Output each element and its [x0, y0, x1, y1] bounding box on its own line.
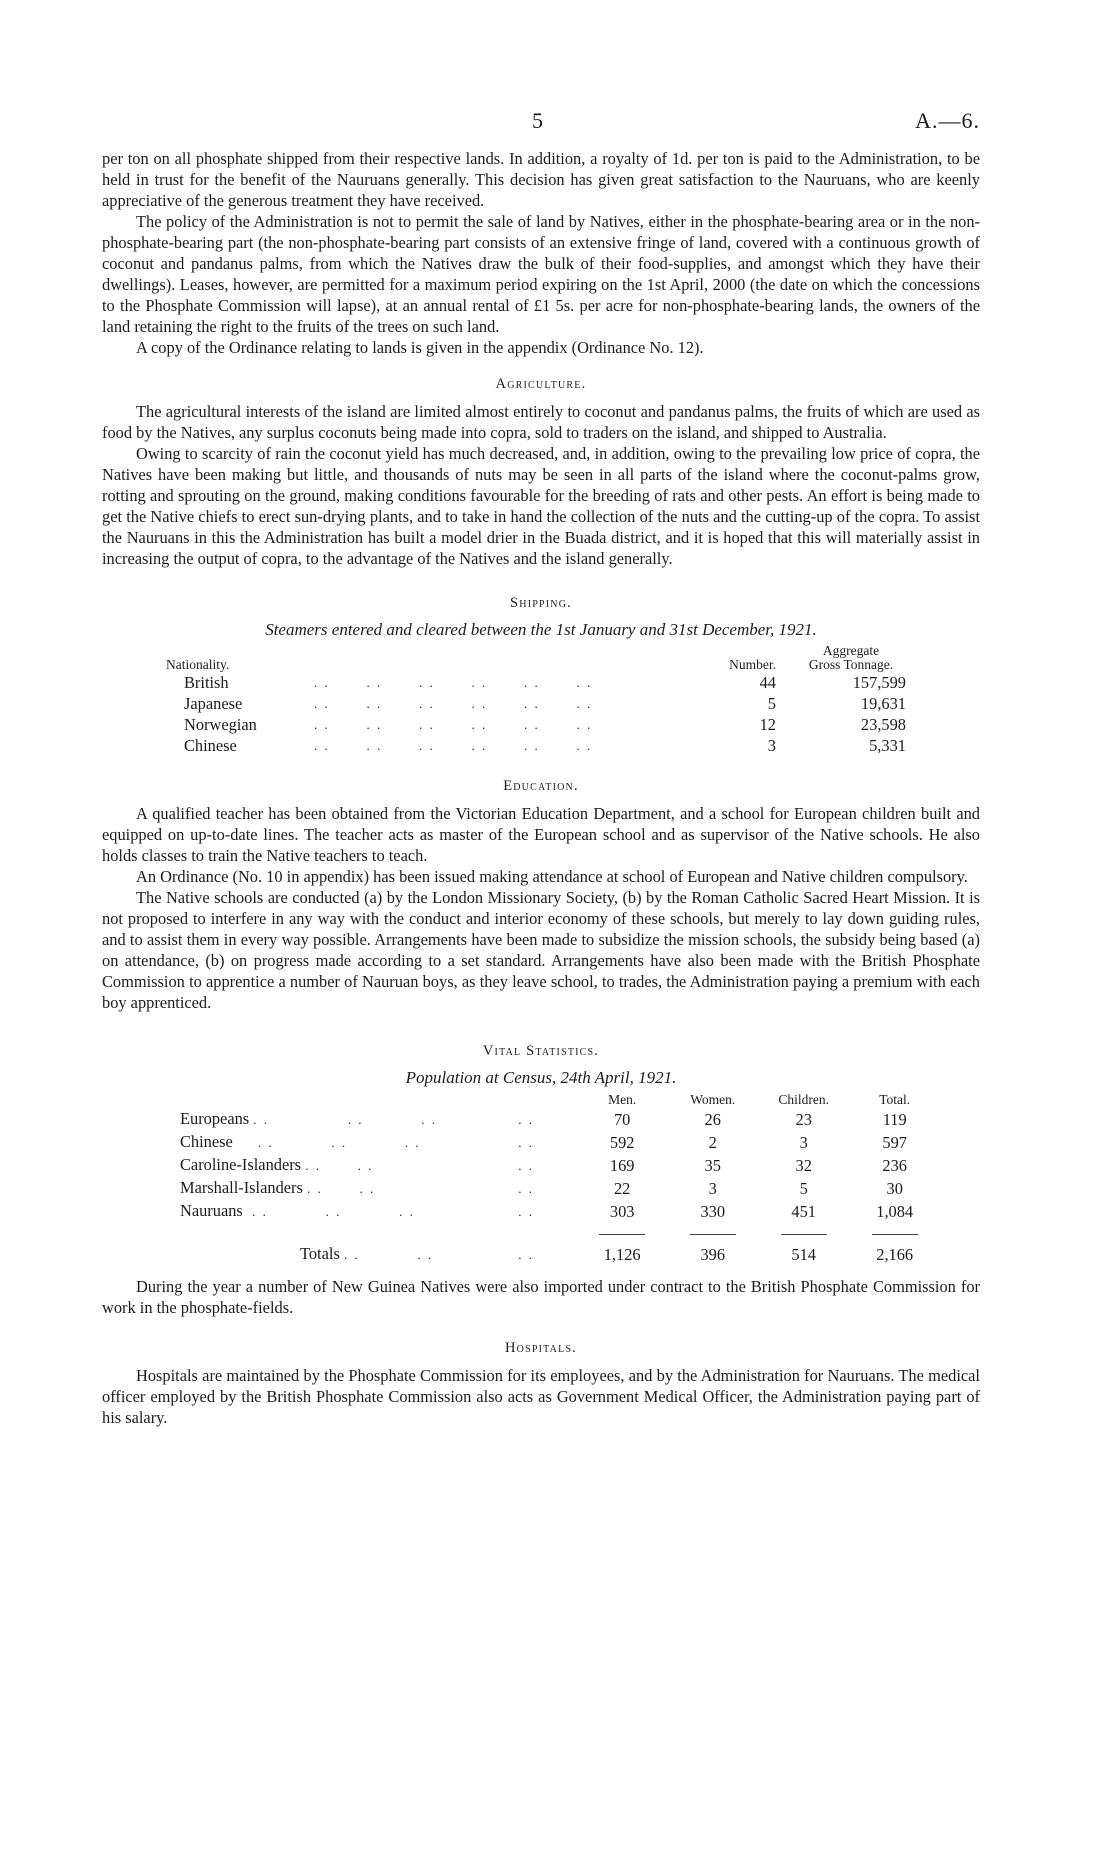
population-children: 32 — [795, 1155, 812, 1175]
leader-dots: . . — [518, 1157, 534, 1173]
intro-paragraph-1: per ton on all phosphate shipped from their respective lands. In addition, a royalty of 1d. per ton is paid to the Administration, to be held in trust for the benefit of the Nauruans generally. This decision has given great satisfaction to the Nauruans, who are keenly appreciative of the generous treatment they have received. — [102, 149, 980, 210]
population-label — [180, 1131, 518, 1154]
shipping-row — [166, 735, 926, 756]
col-tonnage-line-1: Aggregate — [822, 643, 880, 658]
population-women: 26 — [704, 1109, 721, 1129]
leader-dots: . . — [518, 1180, 534, 1196]
shipping-number: 12 — [759, 715, 776, 734]
col-total: Total. — [879, 1092, 911, 1107]
shipping-tonnage: 23,598 — [860, 715, 906, 734]
shipping-nationality: Japanese — [184, 694, 243, 713]
leader-dots: . . . . . . . . . . . . — [314, 696, 593, 711]
rule-line — [872, 1234, 918, 1235]
population-row — [180, 1154, 940, 1177]
intro-paragraph-2: The policy of the Administration is not to permit the sale of land by Natives, either in the phosphate-bearing area or in the non-phosphate-bearing part (the non-phosphate-bearing part consists of an extensive fringe of land, covered with a continuous growth of coconut and pandanus palms, from which the Natives draw the bulk of their food-supplies, and amongst which they have their dwellings). Leases, however, are permitted for a maximum period expiring on the 1st April, 2000 (the date on which the concessions to the Phosphate Commission will lapse), at an annual rental of £1 5s. per acre for non-phosphate-bearing lands, the owners of the land retaining the right to the fruits of the trees on such land. — [102, 212, 980, 336]
agriculture-paragraph-1: The agricultural interests of the island are limited almost entirely to coconut and pandanus palms, the fruits of which are used as food by the Natives, any surplus coconuts being made into copra, sold to traders on the island, and shipped to Australia. — [102, 402, 980, 442]
population-row — [180, 1177, 940, 1200]
education-heading: Education. — [503, 778, 579, 794]
population-label — [180, 1177, 518, 1200]
leader-dots: . . . . . . — [253, 1112, 438, 1127]
population-row — [180, 1200, 940, 1223]
population-table-header — [180, 1092, 940, 1108]
population-group: Chinese — [180, 1132, 233, 1151]
population-children: 451 — [791, 1201, 816, 1221]
shipping-heading: Shipping. — [510, 595, 572, 611]
page-number: 5 — [532, 108, 543, 133]
population-women: 2 — [708, 1132, 717, 1152]
col-number: Number. — [729, 657, 776, 672]
population-men: 303 — [609, 1201, 635, 1221]
education-paragraph-3: The Native schools are conducted (a) by the London Missionary Society, (b) by the Roman Catholic Sacred Heart Mission. It is not proposed to interfere in any way with the conduct and interior economy of these schools, but merely to lay down guiding rules, and to assist them in every way possible. Arrangements have been made to subsidize the mission schools, the subsidy being based (a) on attendance, (b) on progress made according to a set standard. Arrangements have also been made with the British Phosphate Commission to apprentice a number of Nauruan boys, as they leave school, to trades, the Administration paying a premium with each boy apprenticed. — [102, 888, 980, 1012]
population-group: Caroline-Islanders — [180, 1155, 302, 1174]
col-nationality: Nationality. — [166, 657, 230, 672]
col-tonnage — [796, 644, 926, 672]
leader-dots: . . . . . . . . . . . . — [314, 738, 593, 753]
population-row — [180, 1131, 940, 1154]
population-row — [180, 1108, 940, 1131]
population-men: 70 — [613, 1109, 631, 1129]
totals-women: 396 — [700, 1244, 726, 1264]
page-header — [102, 108, 980, 148]
totals-label — [180, 1243, 518, 1266]
population-total: 236 — [882, 1155, 907, 1175]
shipping-number: 5 — [767, 694, 776, 713]
leader-dots: . . . . . . — [236, 1135, 421, 1150]
totals-rule — [180, 1223, 940, 1243]
population-children: 23 — [795, 1109, 812, 1129]
hospitals-heading: Hospitals. — [505, 1340, 577, 1356]
totals-children: 514 — [791, 1244, 816, 1264]
population-group: Europeans — [180, 1109, 250, 1128]
shipping-tonnage: 157,599 — [852, 673, 906, 692]
shipping-nationality: Chinese — [184, 736, 237, 755]
document-reference: A.—6. — [915, 108, 980, 133]
education-paragraph-2: An Ordinance (No. 10 in appendix) has been issued making attendance at school of European and Native children compulsory. — [136, 867, 968, 886]
agriculture-heading: Agriculture. — [495, 376, 587, 392]
population-totals-row — [180, 1243, 940, 1266]
leader-dots: . . . . . . — [246, 1204, 415, 1219]
col-children: Children. — [778, 1092, 830, 1107]
col-men: Men. — [608, 1092, 637, 1107]
rule-line — [690, 1234, 736, 1235]
leader-dots: . . . . — [305, 1158, 374, 1173]
population-total: 119 — [882, 1109, 907, 1129]
shipping-tonnage: 19,631 — [860, 694, 906, 713]
population-women: 3 — [708, 1178, 717, 1198]
leader-dots: . . . . . . . . . . . . — [314, 675, 593, 690]
population-group: Nauruans — [180, 1201, 243, 1220]
shipping-table — [166, 644, 926, 756]
population-children: 3 — [799, 1132, 808, 1152]
shipping-row — [166, 672, 926, 693]
education-paragraph-1: A qualified teacher has been obtained from the Victorian Education Department, and a school for European children built and equipped on up-to-date lines. The teacher acts as master of the European school and as supervisor of the Native schools. He also holds classes to train the Native teachers to teach. — [102, 804, 980, 865]
population-men: 22 — [613, 1178, 631, 1198]
vital-statistics-note: During the year a number of New Guinea Natives were also imported under contract to the British Phosphate Commission for work in the phosphate-fields. — [102, 1277, 980, 1317]
population-label — [180, 1108, 518, 1131]
totals-label-text: Totals — [300, 1244, 340, 1263]
population-women: 330 — [700, 1201, 726, 1221]
col-tonnage-line-2: Gross Tonnage. — [808, 657, 894, 672]
population-label — [180, 1200, 518, 1223]
shipping-table-header — [166, 644, 926, 672]
shipping-tonnage: 5,331 — [869, 736, 906, 755]
agriculture-paragraph-2: Owing to scarcity of rain the coconut yield has much decreased, and, in addition, owing to the prevailing low price of copra, the Natives have been making but little, and thousands of nuts may be seen in all parts of the island where the coconut-palms grow, rotting and sprouting on the ground, making conditions favourable for the breeding of rats and other pests. An effort is being made to get the Native chiefs to erect sun-drying plants, and to take in hand the collection of the nuts and the cutting-up of the copra. To assist the Nauruans in this the Administration has built a model drier in the Buada district, and it is hoped that this will materially assist in increasing the output of copra, to the advantage of the Natives and the island generally. — [102, 444, 980, 568]
shipping-nationality: British — [184, 673, 229, 692]
totals-total: 2,166 — [876, 1244, 914, 1264]
population-table — [180, 1092, 940, 1266]
population-total: 1,084 — [876, 1201, 914, 1221]
population-label — [180, 1154, 518, 1177]
population-total: 30 — [886, 1178, 903, 1198]
leader-dots: . . — [518, 1111, 534, 1127]
intro-paragraph-3: A copy of the Ordinance relating to lands is given in the appendix (Ordinance No. 12). — [136, 338, 704, 357]
population-women: 35 — [704, 1155, 721, 1175]
leader-dots: . . — [518, 1246, 534, 1262]
vital-statistics-caption: Population at Census, 24th April, 1921. — [405, 1068, 677, 1087]
shipping-nationality: Norwegian — [184, 715, 257, 734]
leader-dots: . . — [518, 1134, 534, 1150]
shipping-caption: Steamers entered and cleared between the 1st January and 31st December, 1921. — [265, 620, 817, 639]
population-total: 597 — [882, 1132, 907, 1152]
shipping-number: 44 — [759, 673, 776, 692]
population-men: 592 — [609, 1132, 635, 1152]
population-children: 5 — [799, 1178, 808, 1198]
shipping-row — [166, 714, 926, 735]
document-page — [102, 108, 980, 1428]
leader-dots: . . — [518, 1203, 534, 1219]
shipping-row — [166, 693, 926, 714]
population-men: 169 — [609, 1155, 635, 1175]
shipping-number: 3 — [767, 736, 776, 755]
hospitals-paragraph: Hospitals are maintained by the Phosphate Commission for its employees, and by the Administration for Nauruans. The medical officer employed by the British Phosphate Commission also acts as Government Medical Officer, the Administration paying part of his salary. — [102, 1366, 980, 1427]
rule-line — [781, 1234, 827, 1235]
rule-line — [599, 1234, 645, 1235]
col-women: Women. — [690, 1092, 736, 1107]
leader-dots: . . . . . . . . . . . . — [314, 717, 593, 732]
totals-men: 1,126 — [603, 1244, 641, 1264]
vital-statistics-heading: Vital Statistics. — [482, 1043, 600, 1059]
leader-dots: . . . . — [307, 1181, 376, 1196]
population-group: Marshall-Islanders — [180, 1178, 303, 1197]
leader-dots: . . . . — [343, 1247, 434, 1262]
